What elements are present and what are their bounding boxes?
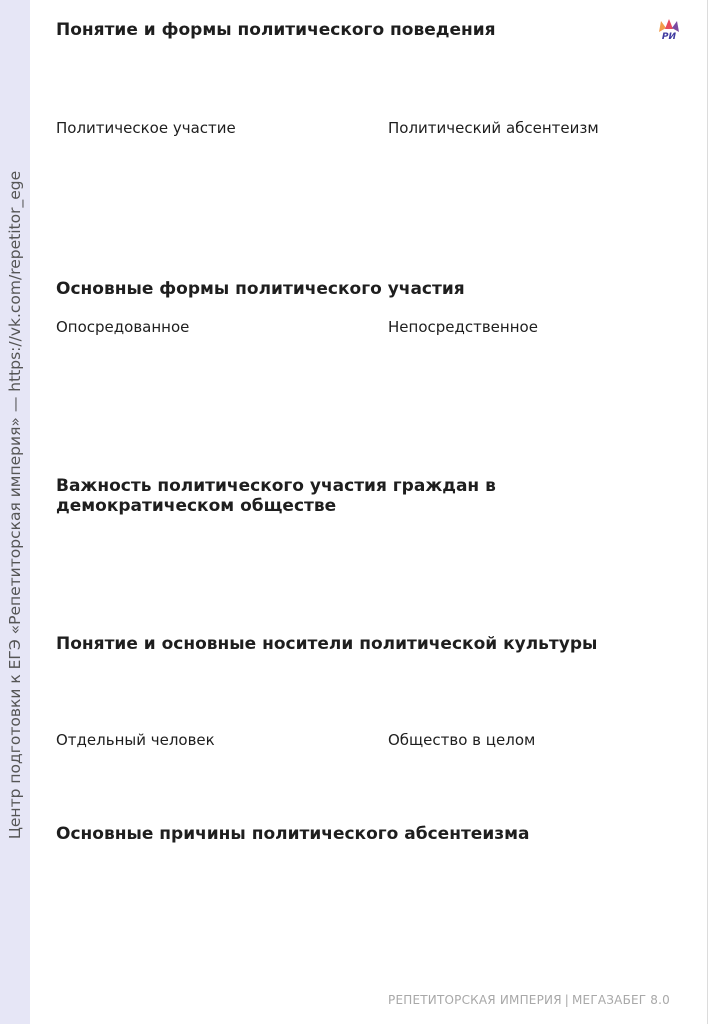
- item-society: Общество в целом: [388, 731, 536, 749]
- item-political-participation: Политическое участие: [56, 119, 236, 137]
- item-indirect: Опосредованное: [56, 318, 190, 336]
- item-individual: Отдельный человек: [56, 731, 215, 749]
- item-political-absenteeism: Политический абсентеизм: [388, 119, 599, 137]
- heading-absenteeism-causes: Основные причины политического абсентеизма: [56, 824, 530, 844]
- sidebar: [0, 0, 30, 1024]
- footer-brand: РЕПЕТИТОРСКАЯ ИМПЕРИЯ: [388, 993, 562, 1007]
- item-direct: Непосредственное: [388, 318, 538, 336]
- logo-text: РИ: [661, 32, 677, 42]
- heading-political-culture: Понятие и основные носители политической культуры: [56, 634, 598, 654]
- footer-event: МЕГАЗАБЕГ 8.0: [572, 993, 670, 1007]
- logo: [656, 18, 682, 44]
- footer-separator: |: [564, 993, 569, 1007]
- footer: [388, 993, 670, 1007]
- heading-participation-forms: Основные формы политического участия: [56, 279, 465, 299]
- heading-political-behavior: Понятие и формы политического поведения: [56, 20, 496, 40]
- heading-participation-importance: Важность политического участия граждан в демократическом обществе: [56, 476, 496, 516]
- sidebar-caption: Центр подготовки к ЕГЭ «Репетиторская империя» — https://vk.com/repetitor_ege: [6, 170, 24, 840]
